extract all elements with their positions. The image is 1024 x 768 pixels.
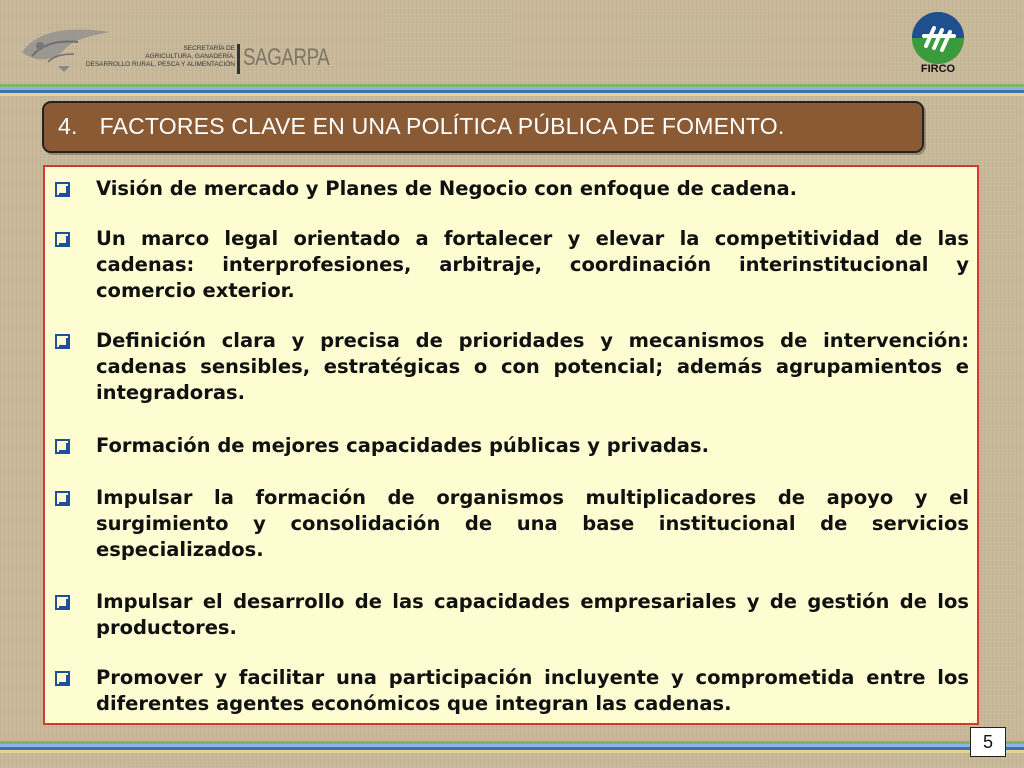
list-item xyxy=(55,665,969,717)
checkbox-bullet-icon xyxy=(55,334,70,349)
list-item-text: Impulsar la formación de organismos multiplicadores de apoyo y el surgimiento y consolidación de una base institucional de servicios especializados. xyxy=(96,486,969,561)
secretaria-text xyxy=(75,45,235,69)
checkbox-bullet-icon xyxy=(55,595,70,610)
checkbox-bullet-icon xyxy=(55,182,70,197)
list-item-text: Formación de mejores capacidades públicas y privadas. xyxy=(96,434,709,457)
secretaria-line-3: DESARROLLO RURAL, PESCA Y ALIMENTACIÓN xyxy=(85,61,235,68)
firco-label: FIRCO xyxy=(920,63,956,75)
list-item-text: Visión de mercado y Planes de Negocio con enfoque de cadena. xyxy=(96,177,798,200)
content-panel xyxy=(43,165,979,725)
list-item-text: Impulsar el desarrollo de las capacidades empresariales y de gestión de los productores. xyxy=(96,590,969,639)
footer-stripes xyxy=(0,741,1024,753)
list-item xyxy=(55,485,969,563)
list-item-text: Promover y facilitar una participación incluyente y comprometida entre los diferentes agentes económicos que integran las cadenas. xyxy=(96,666,969,715)
list-item xyxy=(55,328,969,406)
list-item xyxy=(55,433,969,459)
checkbox-bullet-icon xyxy=(55,491,70,506)
list-item xyxy=(55,176,969,202)
checkbox-bullet-icon xyxy=(55,439,70,454)
sagarpa-logo-text: SAGARPA xyxy=(243,44,330,71)
firco-logo-icon xyxy=(910,10,966,66)
title-banner xyxy=(42,101,924,153)
page-number: 5 xyxy=(970,727,1006,757)
slide-header xyxy=(0,0,1024,84)
list-item xyxy=(55,226,969,304)
title-text: FACTORES CLAVE EN UNA POLÍTICA PÚBLICA DE FOMENTO. xyxy=(99,113,785,139)
list-item xyxy=(55,589,969,641)
slide-title xyxy=(58,113,784,140)
checkbox-bullet-icon xyxy=(55,232,70,247)
title-number: 4. xyxy=(58,113,78,139)
list-item-text: Un marco legal orientado a fortalecer y elevar la competitividad de las cadenas: interprofesiones, arbitraje, coordinación interinstitucional y comercio exterior. xyxy=(96,227,969,302)
secretaria-line-1: SECRETARÍA DE xyxy=(183,45,235,52)
list-item-text: Definición clara y precisa de prioridades y mecanismos de intervención: cadenas sensibles, estratégicas o con potencial; además agrupamientos e integradoras. xyxy=(96,329,969,404)
checkbox-bullet-icon xyxy=(55,671,70,686)
sagarpa-divider xyxy=(237,44,240,74)
header-stripes xyxy=(0,84,1024,96)
secretaria-line-2: AGRICULTURA, GANADERÍA, xyxy=(145,53,235,60)
